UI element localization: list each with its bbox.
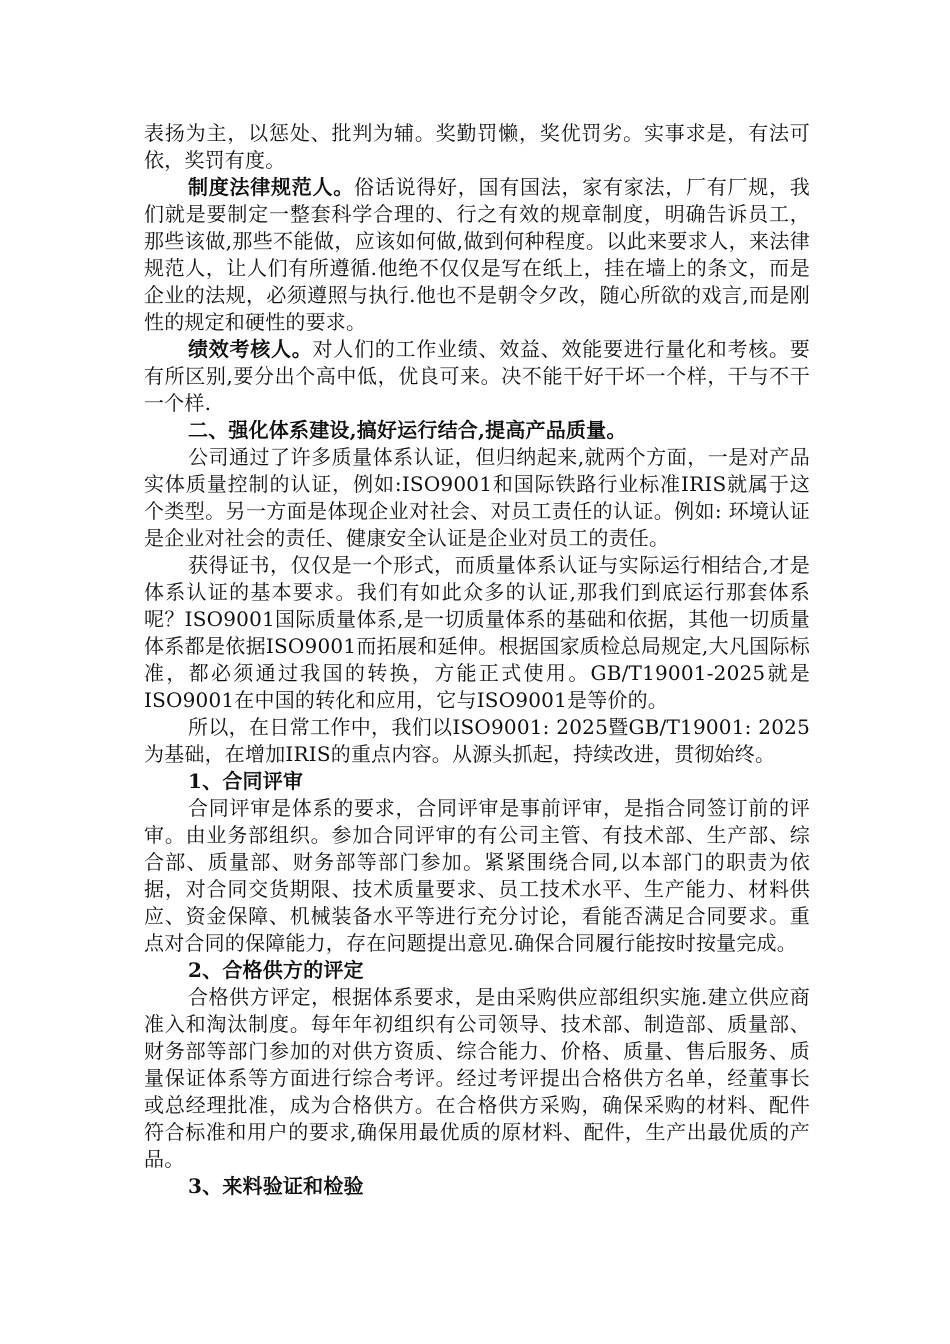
lead-rules-regulate: 制度法律规范人。 — [188, 175, 355, 199]
paragraph-iso9001: 获得证书，仅仅是一个形式，而质量体系认证与实际运行相结合,才是体系认证的基本要求。我们有如此众多的认证,那我们到底运行那套体系呢？ISO9001国际质量体系,是一切质量体系的基础和依据，其他一切质量体系都是依据ISO9001而拓展和延伸。根据国家质检总局规定,大凡国际标准，都必须通过我国的转换，方能正式使用。GB/T19001-2025就是ISO9001在中国的转化和应用，它与ISO9001是等价的。 — [144, 553, 810, 712]
heading-contract-review: 1、合同评审 — [188, 769, 304, 793]
paragraph-daily-work: 所以，在日常工作中，我们以ISO9001: 2025暨GB/T19001: 2025为基础，在增加IRIS的重点内容。从源头抓起，持续改进，贯彻始终。 — [144, 715, 810, 766]
heading-qualified-suppliers: 2、合格供方的评定 — [188, 958, 364, 982]
paragraph-rules-regulate — [144, 174, 810, 336]
document-page — [144, 120, 810, 1200]
paragraph-contract-review: 合同评审是体系的要求，合同评审是事前评审，是指合同签订前的评审。由业务部组织。参加合同评审的有公司主管、有技术部、生产部、综合部、质量部、财务部等部门参加。紧紧围绕合同,以本部门的职责为依据，对合同交货期限、技术质量要求、员工技术水平、生产能力、材料供应、资金保障、机械装备水平等进行充分讨论，看能否满足合同要求。重点对合同的保障能力，存在问题提出意见.确保合同履行能按时按量完成。 — [144, 796, 810, 955]
heading-incoming-inspection: 3、来料验证和检验 — [188, 1174, 364, 1198]
body-rules-regulate: 俗话说得好，国有国法，家有家法，厂有厂规，我们就是要制定一整套科学合理的、行之有效的规章制度，明确告诉员工，那些该做,那些不能做，应该如何做,做到何种程度。以此来要求人，来法律规范人，让人们有所遵循.他绝不仅仅是写在纸上，挂在墙上的条文，而是企业的法规，必须遵照与执行.他也不是朝令夕改，随心所欲的戏言,而是刚性的规定和硬性的要求。 — [144, 175, 810, 334]
section-heading-system-building: 二、强化体系建设,搞好运行结合,提高产品质量。 — [188, 418, 627, 442]
paragraph-certifications: 公司通过了许多质量体系认证，但归纳起来,就两个方面，一是对产品实体质量控制的认证，例如:ISO9001和国际铁路行业标准IRIS就属于这个类型。另一方面是体现企业对社会、对员工责任的认证。例如: 环境认证是企业对社会的责任、健康安全认证是企业对员工的责任。 — [144, 445, 810, 550]
paragraph-reward-punishment: 表扬为主，以惩处、批判为辅。奖勤罚懒，奖优罚劣。实事求是，有法可依，奖罚有度。 — [144, 121, 810, 172]
lead-performance: 绩效考核人。 — [188, 337, 313, 361]
paragraph-performance — [144, 336, 810, 417]
body-performance: 对人们的工作业绩、效益、效能要进行量化和考核。要有所区别,要分出个高中低，优良可来。决不能干好干坏一个样，干与不干一个样. — [144, 337, 810, 415]
paragraph-qualified-suppliers: 合格供方评定，根据体系要求，是由采购供应部组织实施.建立供应商准入和淘汰制度。每年年初组织有公司领导、技术部、制造部、质量部、财务部等部门参加的对供方资质、综合能力、价格、质量、售后服务、质量保证体系等方面进行综合考评。经过考评提出合格供方名单，经董事长或总经理批准，成为合格供方。在合格供方采购，确保采购的材料、配件符合标准和用户的要求,确保用最优质的原材料、配件，生产出最优质的产品。 — [144, 985, 810, 1171]
